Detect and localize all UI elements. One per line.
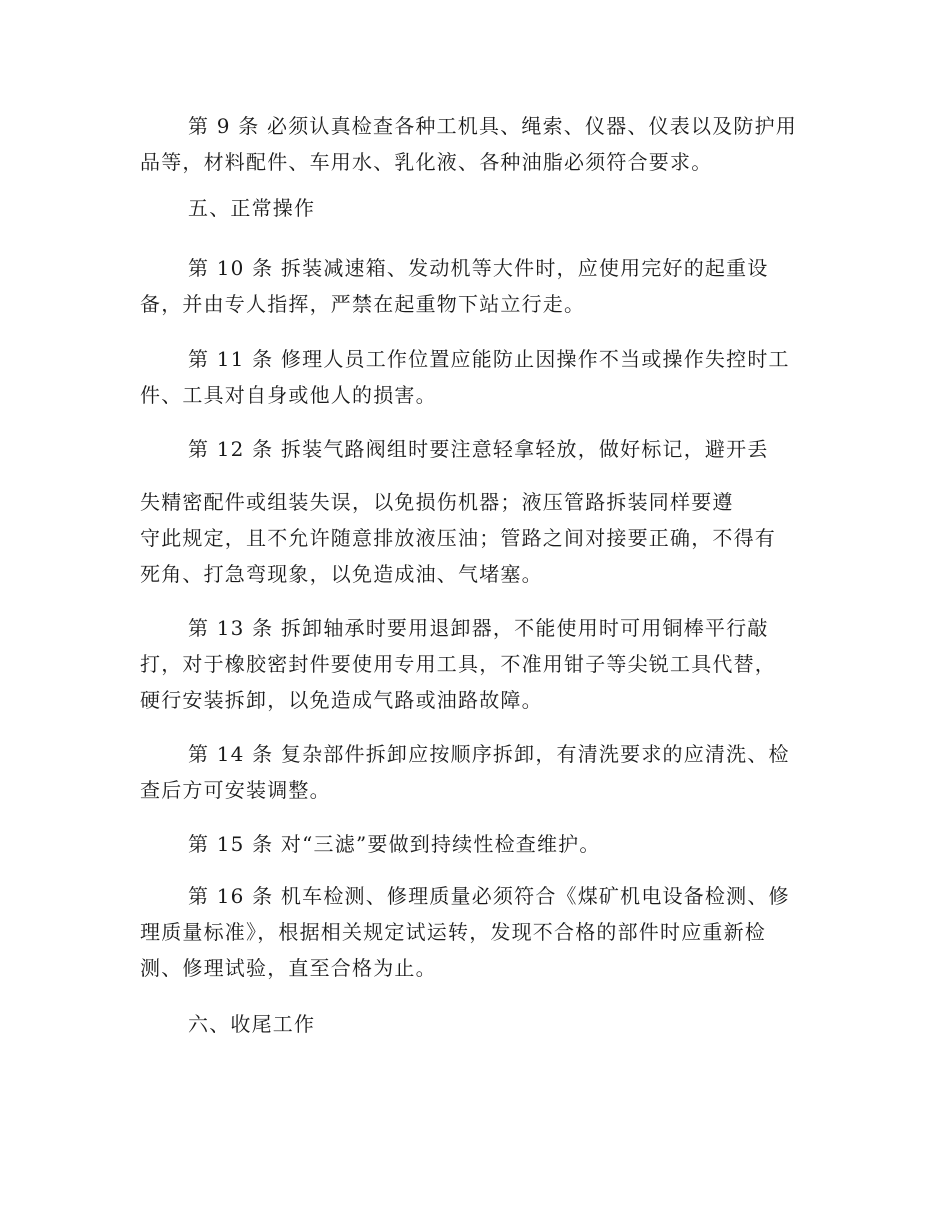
- article-12: [140, 431, 810, 467]
- article-line: 测、修理试验，直至合格为止。: [140, 956, 437, 980]
- article-line: 备，并由专人指挥，严禁在起重物下站立行走。: [140, 292, 586, 316]
- article-line: 品等，材料配件、车用水、乳化液、各种油脂必须符合要求。: [140, 150, 713, 174]
- article-line: 死角、打急弯现象，以免造成油、气堵塞。: [140, 562, 543, 586]
- section-heading-finishing-work: 六、收尾工作: [188, 1012, 316, 1036]
- article-line: 守此规定，且不允许随意排放液压油；管路之间对接要正确，不得有: [140, 526, 776, 550]
- article-line: 第 14 条 复杂部件拆卸应按顺序拆卸，有清洗要求的应清洗、检: [188, 742, 790, 766]
- article-9: [140, 108, 810, 180]
- article-line: 失精密配件或组装失误，以免损伤机器；液压管路拆装同样要遵: [140, 490, 734, 514]
- article-line: 打，对于橡胶密封件要使用专用工具，不准用钳子等尖锐工具代替，: [140, 652, 776, 676]
- article-13: [140, 610, 810, 718]
- article-16: [140, 878, 810, 986]
- article-10: [140, 250, 810, 322]
- article-line: 硬行安装拆卸，以免造成气路或油路故障。: [140, 688, 543, 712]
- article-15: [140, 826, 810, 862]
- article-line: 第 12 条 拆装气路阀组时要注意轻拿轻放，做好标记，避开丢: [188, 437, 769, 461]
- article-line: 第 11 条 修理人员工作位置应能防止因操作不当或操作失控时工: [188, 347, 790, 371]
- article-line: 第 10 条 拆装减速箱、发动机等大件时，应使用完好的起重设: [188, 256, 769, 280]
- article-line: 理质量标准》，根据相关规定试运转，发现不合格的部件时应重新检: [140, 920, 766, 944]
- article-14: [140, 736, 810, 808]
- article-line: 第 16 条 机车检测、修理质量必须符合《煤矿机电设备检测、修: [188, 884, 790, 908]
- article-line: 件、工具对自身或他人的损害。: [140, 383, 437, 407]
- section-heading-normal-operation: 五、正常操作: [188, 196, 316, 220]
- article-line: 第 13 条 拆卸轴承时要用退卸器，不能使用时可用铜棒平行敲: [188, 616, 769, 640]
- article-11: [140, 341, 810, 413]
- article-line: 第 9 条 必须认真检查各种工机具、绳索、仪器、仪表以及防护用: [188, 114, 797, 138]
- article-line: 第 15 条 对“三滤”要做到持续性检查维护。: [188, 832, 601, 856]
- article-line: 查后方可安装调整。: [140, 778, 331, 802]
- article-12-continuation: [140, 484, 810, 592]
